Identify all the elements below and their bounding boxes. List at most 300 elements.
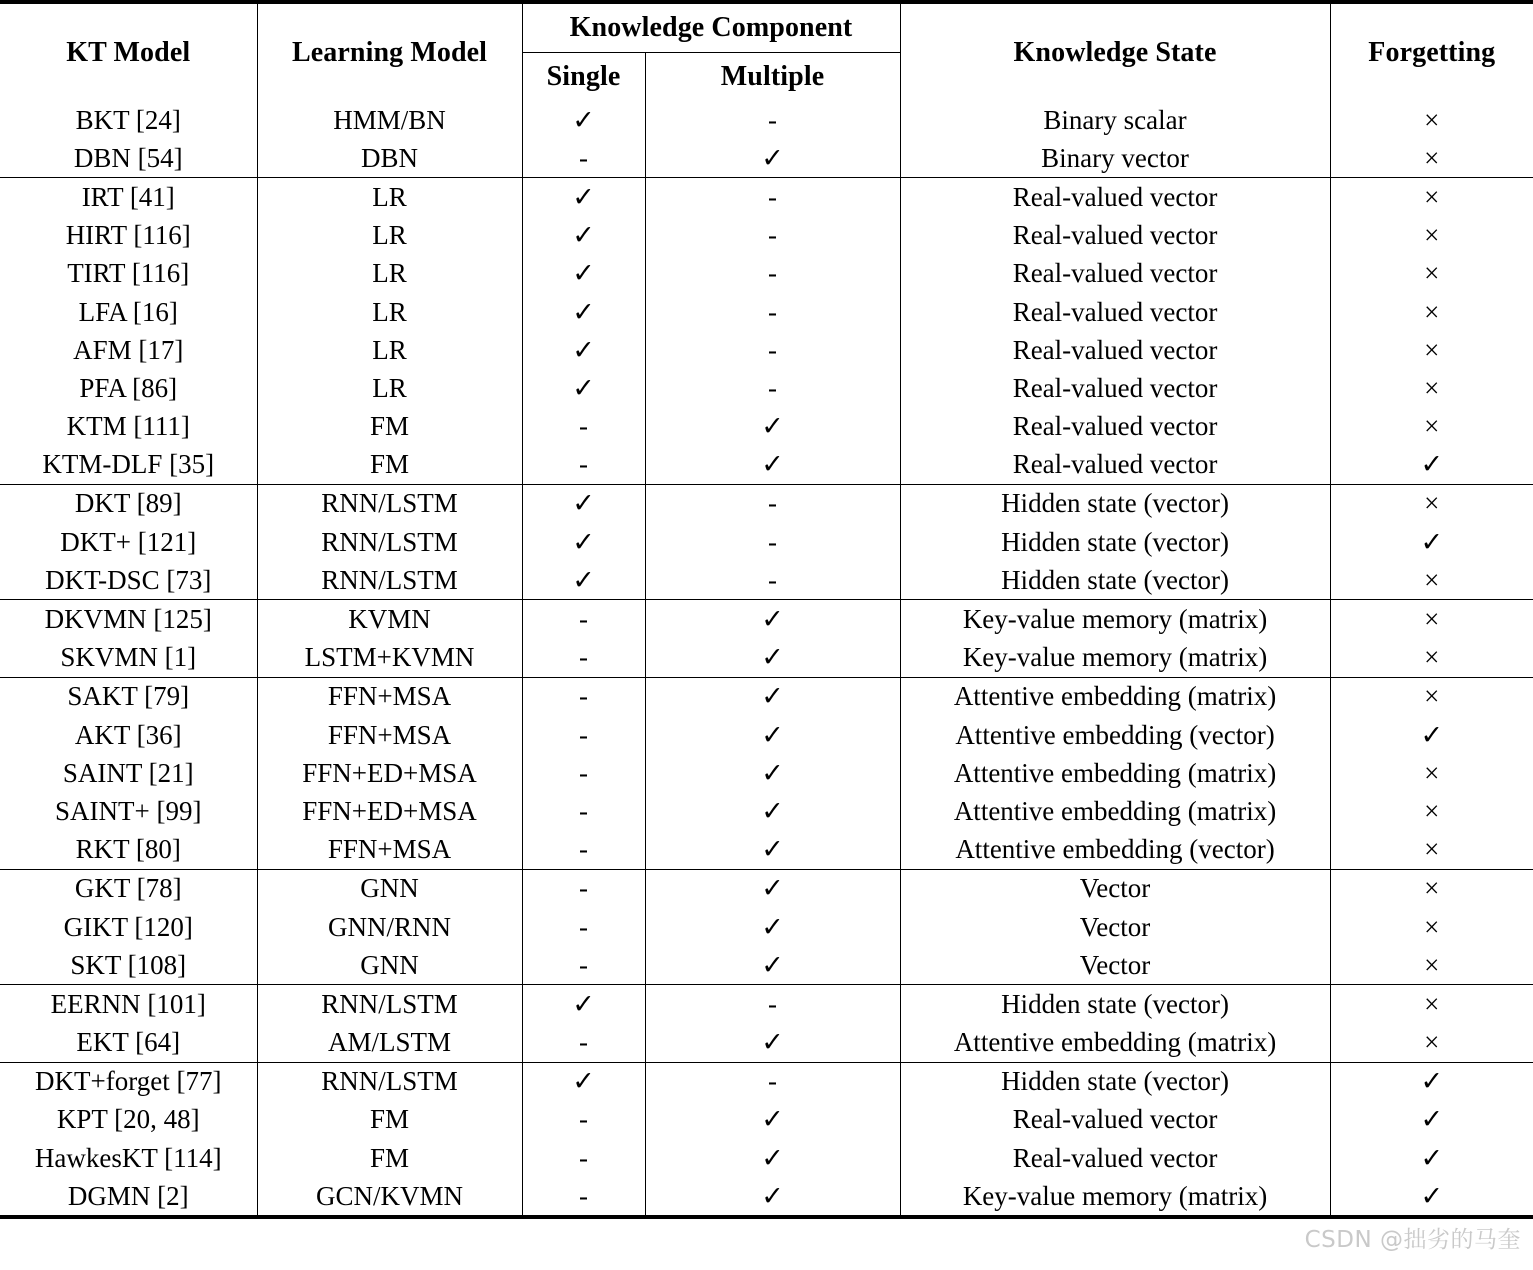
cell-kc-multiple — [645, 1177, 900, 1217]
checkmark-icon: ✓ — [572, 526, 595, 557]
dash-icon: - — [579, 911, 588, 942]
dash-icon: - — [768, 258, 777, 289]
cell-learning-model: LR — [257, 178, 522, 217]
cell-kc-single — [522, 639, 645, 678]
cross-icon: × — [1424, 564, 1440, 595]
cell-kc-single — [522, 484, 645, 523]
cell-forgetting — [1330, 408, 1533, 446]
checkmark-icon: ✓ — [572, 488, 595, 519]
cell-knowledge-state: Real-valued vector — [900, 446, 1330, 485]
cell-kt-model: DGMN [2] — [0, 1177, 257, 1217]
dash-icon: - — [768, 334, 777, 365]
cross-icon: × — [1424, 104, 1440, 135]
dash-icon: - — [579, 1104, 588, 1135]
cross-icon: × — [1424, 1027, 1440, 1058]
cell-knowledge-state: Real-valued vector — [900, 178, 1330, 217]
column-header-knowledge-component: Knowledge Component — [522, 2, 900, 53]
table-row — [0, 408, 1533, 446]
cell-learning-model: DBN — [257, 139, 522, 178]
table-row — [0, 523, 1533, 561]
checkmark-icon: ✓ — [761, 642, 784, 673]
cross-icon: × — [1424, 681, 1440, 712]
cell-forgetting — [1330, 523, 1533, 561]
cell-forgetting — [1330, 869, 1533, 908]
cell-forgetting — [1330, 754, 1533, 792]
checkmark-icon: ✓ — [572, 104, 595, 135]
cell-kc-multiple — [645, 1062, 900, 1101]
cell-forgetting — [1330, 1139, 1533, 1177]
cell-kt-model: IRT [41] — [0, 178, 257, 217]
cell-knowledge-state: Hidden state (vector) — [900, 484, 1330, 523]
cross-icon: × — [1424, 911, 1440, 942]
cell-kc-multiple — [645, 408, 900, 446]
cell-kc-multiple — [645, 831, 900, 870]
checkmark-icon: ✓ — [1420, 449, 1444, 480]
cell-kt-model: EKT [64] — [0, 1024, 257, 1063]
cell-kt-model: SKVMN [1] — [0, 639, 257, 678]
cell-kc-single — [522, 217, 645, 255]
checkmark-icon: ✓ — [572, 181, 595, 212]
cell-knowledge-state: Real-valued vector — [900, 408, 1330, 446]
cell-forgetting — [1330, 1024, 1533, 1063]
cross-icon: × — [1424, 949, 1440, 980]
dash-icon: - — [579, 1180, 588, 1211]
column-header-knowledge-state: Knowledge State — [900, 2, 1330, 101]
cell-kc-single — [522, 408, 645, 446]
cross-icon: × — [1424, 181, 1440, 212]
cell-knowledge-state: Vector — [900, 908, 1330, 946]
cross-icon: × — [1424, 604, 1440, 635]
dash-icon: - — [768, 220, 777, 251]
cell-learning-model: LR — [257, 369, 522, 407]
cell-kc-multiple — [645, 369, 900, 407]
table-row — [0, 716, 1533, 754]
cell-kc-multiple — [645, 1024, 900, 1063]
table-row — [0, 600, 1533, 639]
cross-icon: × — [1424, 795, 1440, 826]
cross-icon: × — [1424, 372, 1440, 403]
cell-forgetting — [1330, 331, 1533, 369]
dash-icon: - — [579, 642, 588, 673]
cell-knowledge-state: Real-valued vector — [900, 255, 1330, 293]
checkmark-icon: ✓ — [761, 411, 784, 442]
cell-kt-model: KTM-DLF [35] — [0, 446, 257, 485]
cell-kc-single — [522, 139, 645, 178]
cell-forgetting — [1330, 139, 1533, 178]
cell-kt-model: SAINT [21] — [0, 754, 257, 792]
cell-forgetting — [1330, 446, 1533, 485]
checkmark-icon: ✓ — [572, 564, 595, 595]
checkmark-icon: ✓ — [761, 834, 784, 865]
cell-kc-single — [522, 1101, 645, 1139]
cell-knowledge-state: Attentive embedding (vector) — [900, 716, 1330, 754]
cell-forgetting — [1330, 1062, 1533, 1101]
cell-knowledge-state: Binary scalar — [900, 101, 1330, 139]
cell-kt-model: SKT [108] — [0, 946, 257, 985]
cell-knowledge-state: Real-valued vector — [900, 293, 1330, 331]
cell-kt-model: RKT [80] — [0, 831, 257, 870]
table-row — [0, 1101, 1533, 1139]
table-row — [0, 1177, 1533, 1217]
cell-knowledge-state: Attentive embedding (matrix) — [900, 754, 1330, 792]
cell-kt-model: DKT [89] — [0, 484, 257, 523]
cell-knowledge-state: Binary vector — [900, 139, 1330, 178]
table-row — [0, 831, 1533, 870]
cell-kt-model: BKT [24] — [0, 101, 257, 139]
header-row-top — [0, 2, 1533, 53]
dash-icon: - — [579, 449, 588, 480]
cell-learning-model: GNN — [257, 869, 522, 908]
cell-learning-model: FM — [257, 1139, 522, 1177]
cell-learning-model: RNN/LSTM — [257, 561, 522, 600]
cell-forgetting — [1330, 677, 1533, 716]
cell-learning-model: RNN/LSTM — [257, 1062, 522, 1101]
cell-kc-single — [522, 178, 645, 217]
cell-kc-multiple — [645, 446, 900, 485]
checkmark-icon: ✓ — [761, 873, 784, 904]
cell-kt-model: LFA [16] — [0, 293, 257, 331]
table-row — [0, 792, 1533, 830]
cell-kc-multiple — [645, 1101, 900, 1139]
column-header-kt-model: KT Model — [0, 2, 257, 101]
cell-knowledge-state: Attentive embedding (matrix) — [900, 677, 1330, 716]
cell-kc-multiple — [645, 908, 900, 946]
dash-icon: - — [579, 604, 588, 635]
table-row — [0, 946, 1533, 985]
cell-forgetting — [1330, 831, 1533, 870]
cell-kc-single — [522, 985, 645, 1024]
checkmark-icon: ✓ — [1420, 1066, 1444, 1097]
cell-forgetting — [1330, 369, 1533, 407]
cell-learning-model: FM — [257, 1101, 522, 1139]
cell-kc-multiple — [645, 946, 900, 985]
table-row — [0, 217, 1533, 255]
cell-kc-single — [522, 908, 645, 946]
cell-learning-model: LR — [257, 293, 522, 331]
cell-knowledge-state: Key-value memory (matrix) — [900, 1177, 1330, 1217]
table-row — [0, 484, 1533, 523]
cell-kt-model: SAINT+ [99] — [0, 792, 257, 830]
cell-kt-model: KTM [111] — [0, 408, 257, 446]
cell-kc-multiple — [645, 178, 900, 217]
cross-icon: × — [1424, 757, 1440, 788]
cell-kc-single — [522, 331, 645, 369]
cell-forgetting — [1330, 293, 1533, 331]
checkmark-icon: ✓ — [761, 719, 784, 750]
cell-kt-model: DKT-DSC [73] — [0, 561, 257, 600]
table-row — [0, 178, 1533, 217]
cell-kt-model: DKT+forget [77] — [0, 1062, 257, 1101]
cell-kt-model: AKT [36] — [0, 716, 257, 754]
dash-icon: - — [579, 1142, 588, 1173]
cell-kc-multiple — [645, 139, 900, 178]
cell-kt-model: GIKT [120] — [0, 908, 257, 946]
checkmark-icon: ✓ — [761, 1142, 784, 1173]
checkmark-icon: ✓ — [572, 1066, 595, 1097]
cell-kt-model: PFA [86] — [0, 369, 257, 407]
checkmark-icon: ✓ — [1420, 1180, 1444, 1211]
cell-kc-multiple — [645, 331, 900, 369]
cell-forgetting — [1330, 1101, 1533, 1139]
cell-kc-multiple — [645, 716, 900, 754]
dash-icon: - — [768, 1066, 777, 1097]
cell-learning-model: RNN/LSTM — [257, 523, 522, 561]
cell-knowledge-state: Hidden state (vector) — [900, 523, 1330, 561]
table-row — [0, 446, 1533, 485]
cell-kc-multiple — [645, 217, 900, 255]
cell-learning-model: HMM/BN — [257, 101, 522, 139]
cell-knowledge-state: Attentive embedding (matrix) — [900, 792, 1330, 830]
cross-icon: × — [1424, 834, 1440, 865]
cross-icon: × — [1424, 220, 1440, 251]
cell-kc-single — [522, 792, 645, 830]
dash-icon: - — [579, 1027, 588, 1058]
cell-kc-single — [522, 600, 645, 639]
cell-kc-multiple — [645, 985, 900, 1024]
checkmark-icon: ✓ — [761, 757, 784, 788]
cell-learning-model: LR — [257, 217, 522, 255]
cell-kt-model: TIRT [116] — [0, 255, 257, 293]
cell-kc-single — [522, 523, 645, 561]
table-row — [0, 754, 1533, 792]
cross-icon: × — [1424, 411, 1440, 442]
cell-kc-single — [522, 1139, 645, 1177]
cell-learning-model: RNN/LSTM — [257, 985, 522, 1024]
checkmark-icon: ✓ — [1420, 526, 1444, 557]
cell-forgetting — [1330, 561, 1533, 600]
cross-icon: × — [1424, 488, 1440, 519]
cell-kc-single — [522, 716, 645, 754]
cell-knowledge-state: Hidden state (vector) — [900, 1062, 1330, 1101]
cell-kt-model: DBN [54] — [0, 139, 257, 178]
cell-kc-multiple — [645, 754, 900, 792]
table-row — [0, 1139, 1533, 1177]
cell-forgetting — [1330, 946, 1533, 985]
cell-forgetting — [1330, 178, 1533, 217]
cross-icon: × — [1424, 334, 1440, 365]
cell-learning-model: LR — [257, 331, 522, 369]
checkmark-icon: ✓ — [761, 142, 784, 173]
cell-kc-multiple — [645, 293, 900, 331]
cell-kc-multiple — [645, 1139, 900, 1177]
cell-kc-single — [522, 1177, 645, 1217]
cell-kc-multiple — [645, 869, 900, 908]
dash-icon: - — [768, 488, 777, 519]
checkmark-icon: ✓ — [761, 449, 784, 480]
cell-knowledge-state: Attentive embedding (vector) — [900, 831, 1330, 870]
cell-learning-model: LSTM+KVMN — [257, 639, 522, 678]
checkmark-icon: ✓ — [572, 220, 595, 251]
dash-icon: - — [579, 411, 588, 442]
csdn-watermark: CSDN @拙劣的马奎 — [1304, 1227, 1521, 1253]
cell-kc-single — [522, 677, 645, 716]
cell-forgetting — [1330, 484, 1533, 523]
cell-kt-model: DKT+ [121] — [0, 523, 257, 561]
cell-kc-single — [522, 561, 645, 600]
checkmark-icon: ✓ — [1420, 719, 1444, 750]
cell-learning-model: FFN+ED+MSA — [257, 792, 522, 830]
cell-kc-multiple — [645, 255, 900, 293]
cell-learning-model: FM — [257, 408, 522, 446]
cell-forgetting — [1330, 600, 1533, 639]
checkmark-icon: ✓ — [761, 1027, 784, 1058]
cell-knowledge-state: Vector — [900, 946, 1330, 985]
table-row — [0, 255, 1533, 293]
column-header-learning-model: Learning Model — [257, 2, 522, 101]
dash-icon: - — [768, 564, 777, 595]
cell-kc-multiple — [645, 523, 900, 561]
cell-learning-model: FFN+ED+MSA — [257, 754, 522, 792]
cell-forgetting — [1330, 217, 1533, 255]
cell-kc-single — [522, 446, 645, 485]
table-body — [0, 101, 1533, 1217]
dash-icon: - — [579, 719, 588, 750]
column-header-multiple: Multiple — [645, 53, 900, 102]
dash-icon: - — [579, 142, 588, 173]
table-row — [0, 293, 1533, 331]
cell-kc-single — [522, 946, 645, 985]
cell-kc-multiple — [645, 677, 900, 716]
cell-learning-model: AM/LSTM — [257, 1024, 522, 1063]
cell-forgetting — [1330, 1177, 1533, 1217]
cell-learning-model: FFN+MSA — [257, 716, 522, 754]
table-row — [0, 1024, 1533, 1063]
cell-learning-model: GNN/RNN — [257, 908, 522, 946]
dash-icon: - — [579, 949, 588, 980]
dash-icon: - — [768, 181, 777, 212]
cell-kc-single — [522, 293, 645, 331]
cell-kt-model: DKVMN [125] — [0, 600, 257, 639]
checkmark-icon: ✓ — [761, 604, 784, 635]
checkmark-icon: ✓ — [572, 258, 595, 289]
checkmark-icon: ✓ — [1420, 1142, 1444, 1173]
cell-forgetting — [1330, 792, 1533, 830]
cross-icon: × — [1424, 296, 1440, 327]
cell-learning-model: GCN/KVMN — [257, 1177, 522, 1217]
dash-icon: - — [579, 873, 588, 904]
cell-kc-single — [522, 831, 645, 870]
cell-learning-model: FFN+MSA — [257, 831, 522, 870]
cell-learning-model: GNN — [257, 946, 522, 985]
cell-forgetting — [1330, 908, 1533, 946]
dash-icon: - — [768, 372, 777, 403]
cell-kt-model: AFM [17] — [0, 331, 257, 369]
cell-knowledge-state: Vector — [900, 869, 1330, 908]
checkmark-icon: ✓ — [761, 911, 784, 942]
cross-icon: × — [1424, 988, 1440, 1019]
table-row — [0, 369, 1533, 407]
cell-kt-model: GKT [78] — [0, 869, 257, 908]
cell-kc-single — [522, 1062, 645, 1101]
cell-kc-multiple — [645, 600, 900, 639]
table-row — [0, 101, 1533, 139]
checkmark-icon: ✓ — [572, 372, 595, 403]
cell-kc-single — [522, 1024, 645, 1063]
cell-kc-multiple — [645, 561, 900, 600]
cell-kt-model: HawkesKT [114] — [0, 1139, 257, 1177]
cell-learning-model: KVMN — [257, 600, 522, 639]
cell-knowledge-state: Real-valued vector — [900, 369, 1330, 407]
dash-icon: - — [579, 681, 588, 712]
dash-icon: - — [768, 526, 777, 557]
cell-kt-model: KPT [20, 48] — [0, 1101, 257, 1139]
cell-forgetting — [1330, 985, 1533, 1024]
cell-kc-multiple — [645, 792, 900, 830]
cell-kc-multiple — [645, 484, 900, 523]
cell-kc-single — [522, 369, 645, 407]
checkmark-icon: ✓ — [761, 795, 784, 826]
checkmark-icon: ✓ — [761, 1104, 784, 1135]
checkmark-icon: ✓ — [572, 334, 595, 365]
cell-kc-single — [522, 255, 645, 293]
cell-kc-multiple — [645, 101, 900, 139]
cell-forgetting — [1330, 716, 1533, 754]
dash-icon: - — [579, 795, 588, 826]
cell-kt-model: EERNN [101] — [0, 985, 257, 1024]
dash-icon: - — [768, 104, 777, 135]
checkmark-icon: ✓ — [761, 949, 784, 980]
table-row — [0, 908, 1533, 946]
cell-kt-model: SAKT [79] — [0, 677, 257, 716]
cross-icon: × — [1424, 642, 1440, 673]
cross-icon: × — [1424, 142, 1440, 173]
cell-kc-single — [522, 754, 645, 792]
dash-icon: - — [768, 988, 777, 1019]
cell-knowledge-state: Hidden state (vector) — [900, 985, 1330, 1024]
cell-knowledge-state: Real-valued vector — [900, 1139, 1330, 1177]
table-row — [0, 639, 1533, 678]
checkmark-icon: ✓ — [572, 296, 595, 327]
checkmark-icon: ✓ — [761, 1180, 784, 1211]
table-row — [0, 677, 1533, 716]
table-row — [0, 1062, 1533, 1101]
table-row — [0, 869, 1533, 908]
cell-kt-model: HIRT [116] — [0, 217, 257, 255]
cell-knowledge-state: Real-valued vector — [900, 217, 1330, 255]
table-row — [0, 561, 1533, 600]
cell-knowledge-state: Attentive embedding (matrix) — [900, 1024, 1330, 1063]
dash-icon: - — [579, 834, 588, 865]
cell-learning-model: RNN/LSTM — [257, 484, 522, 523]
checkmark-icon: ✓ — [1420, 1104, 1444, 1135]
dash-icon: - — [768, 296, 777, 327]
checkmark-icon: ✓ — [761, 681, 784, 712]
cross-icon: × — [1424, 258, 1440, 289]
column-header-single: Single — [522, 53, 645, 102]
checkmark-icon: ✓ — [572, 988, 595, 1019]
cell-learning-model: FFN+MSA — [257, 677, 522, 716]
table-header — [0, 2, 1533, 101]
cell-knowledge-state: Real-valued vector — [900, 331, 1330, 369]
cell-kc-multiple — [645, 639, 900, 678]
cell-knowledge-state: Key-value memory (matrix) — [900, 600, 1330, 639]
cell-kc-single — [522, 101, 645, 139]
cell-knowledge-state: Hidden state (vector) — [900, 561, 1330, 600]
cell-forgetting — [1330, 101, 1533, 139]
cell-knowledge-state: Key-value memory (matrix) — [900, 639, 1330, 678]
table-row — [0, 985, 1533, 1024]
table-row — [0, 139, 1533, 178]
cell-forgetting — [1330, 255, 1533, 293]
column-header-forgetting: Forgetting — [1330, 2, 1533, 101]
cell-knowledge-state: Real-valued vector — [900, 1101, 1330, 1139]
dash-icon: - — [579, 757, 588, 788]
cell-learning-model: FM — [257, 446, 522, 485]
cross-icon: × — [1424, 873, 1440, 904]
cell-learning-model: LR — [257, 255, 522, 293]
cell-forgetting — [1330, 639, 1533, 678]
cell-kc-single — [522, 869, 645, 908]
